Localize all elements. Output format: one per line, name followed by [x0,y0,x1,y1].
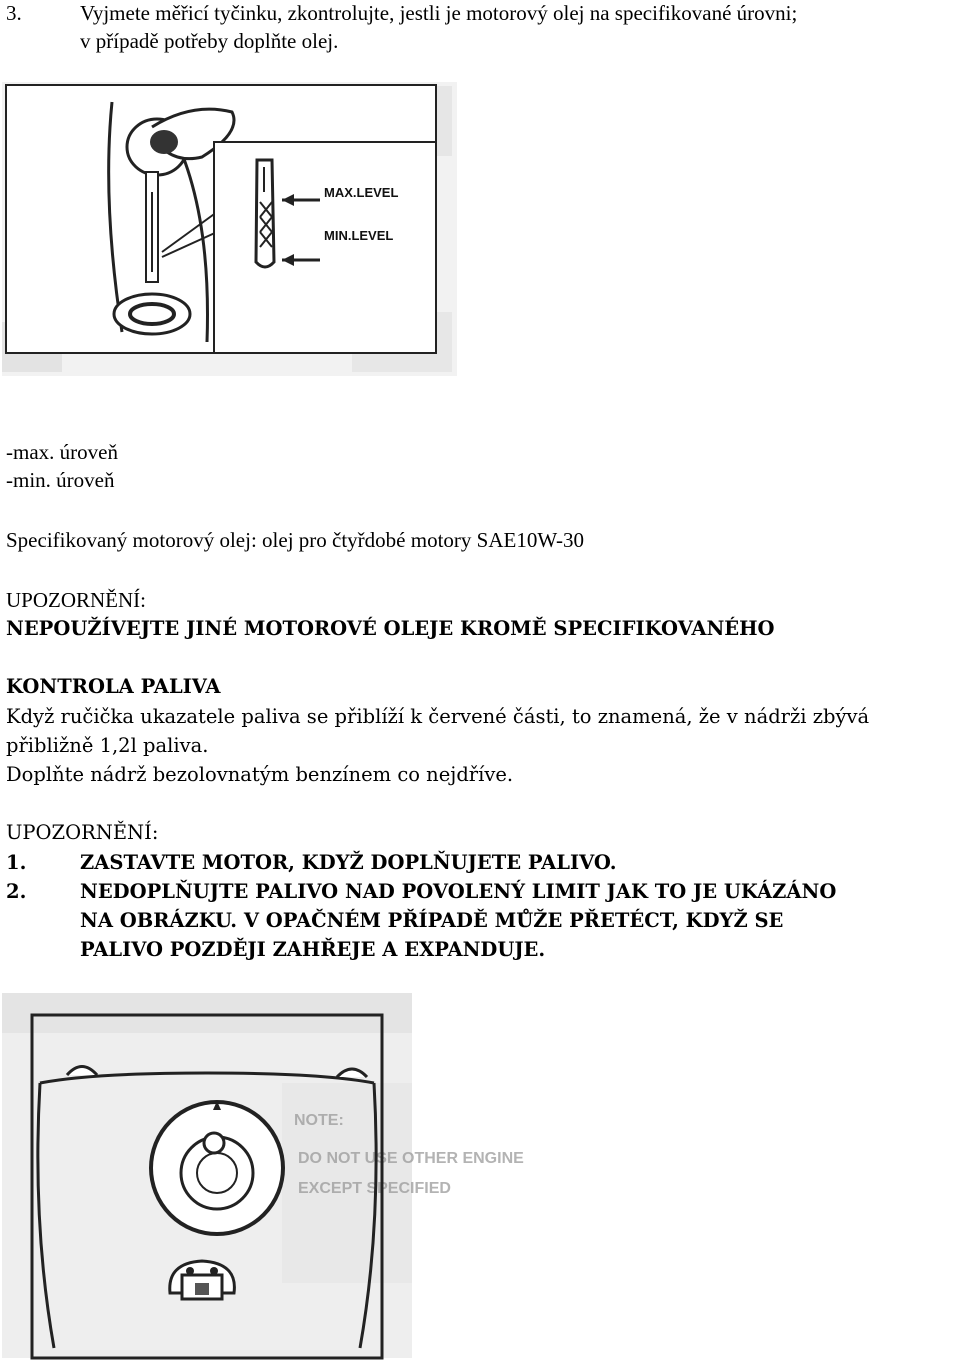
step3-text-1: Vyjmete měřicí tyčinku, zkontrolujte, jestli je motorový olej na specifikované úrovni; [80,1,798,25]
fuel-line2: přibližně 1,2l paliva. [6,734,209,757]
fuel-line3: Doplňte nádrž bezolovnatým benzínem co nejdříve. [6,763,514,786]
warning1-heading: UPOZORNĚNÍ: [6,588,146,612]
warning2-item2-line3: PALIVO POZDĚJI ZAHŘEJE A EXPANDUJE. [80,938,546,961]
warning2-item2-line2: NA OBRÁZKU. V OPAČNÉM PŘÍPADĚ MŮŽE PŘETÉCT, KDYŽ SE [80,909,784,932]
min-level-text: -min. úroveň [6,468,115,492]
note-line-2: EXCEPT SPECIFIED [298,1180,451,1197]
note-heading: NOTE: [294,1112,344,1129]
fuel-tank-figure [2,993,524,1358]
min-level-label: MIN.LEVEL [324,228,394,243]
step3-line2 [80,28,338,54]
step3-number: 3. [6,1,22,25]
fuel-heading: KONTROLA PALIVA [6,675,221,698]
warning2-item1-number: 1. [6,851,27,874]
max-level-text: -max. úroveň [6,440,118,464]
dipstick-illustration [2,82,457,376]
warning2-item1-text: ZASTAVTE MOTOR, KDYŽ DOPLŇUJETE PALIVO. [80,851,617,874]
warning2-heading: UPOZORNĚNÍ: [6,821,159,844]
note-line-1: DO NOT USE OTHER ENGINE [298,1150,524,1167]
step3-text-2: v případě potřeby doplňte olej. [80,29,339,53]
fuel-tank-illustration [2,993,524,1358]
warning2-item2-text-1: NEDOPLŇUJTE PALIVO NAD POVOLENÝ LIMIT JAK TO JE UKÁZÁNO [80,880,837,903]
warning2-item2-number: 2. [6,880,27,903]
spec-oil-text: Specifikovaný motorový olej: olej pro čtyřdobé motory SAE10W-30 [6,528,584,552]
fuel-line1: Když ručička ukazatele paliva se přiblíží k červené části, to znamená, že v nádrži zbývá [6,705,870,728]
warning1-text: NEPOUŽÍVEJTE JINÉ MOTOROVÉ OLEJE KROMĚ SPECIFIKOVANÉHO [6,617,775,640]
max-level-label: MAX.LEVEL [324,185,399,200]
dipstick-figure [2,82,457,376]
